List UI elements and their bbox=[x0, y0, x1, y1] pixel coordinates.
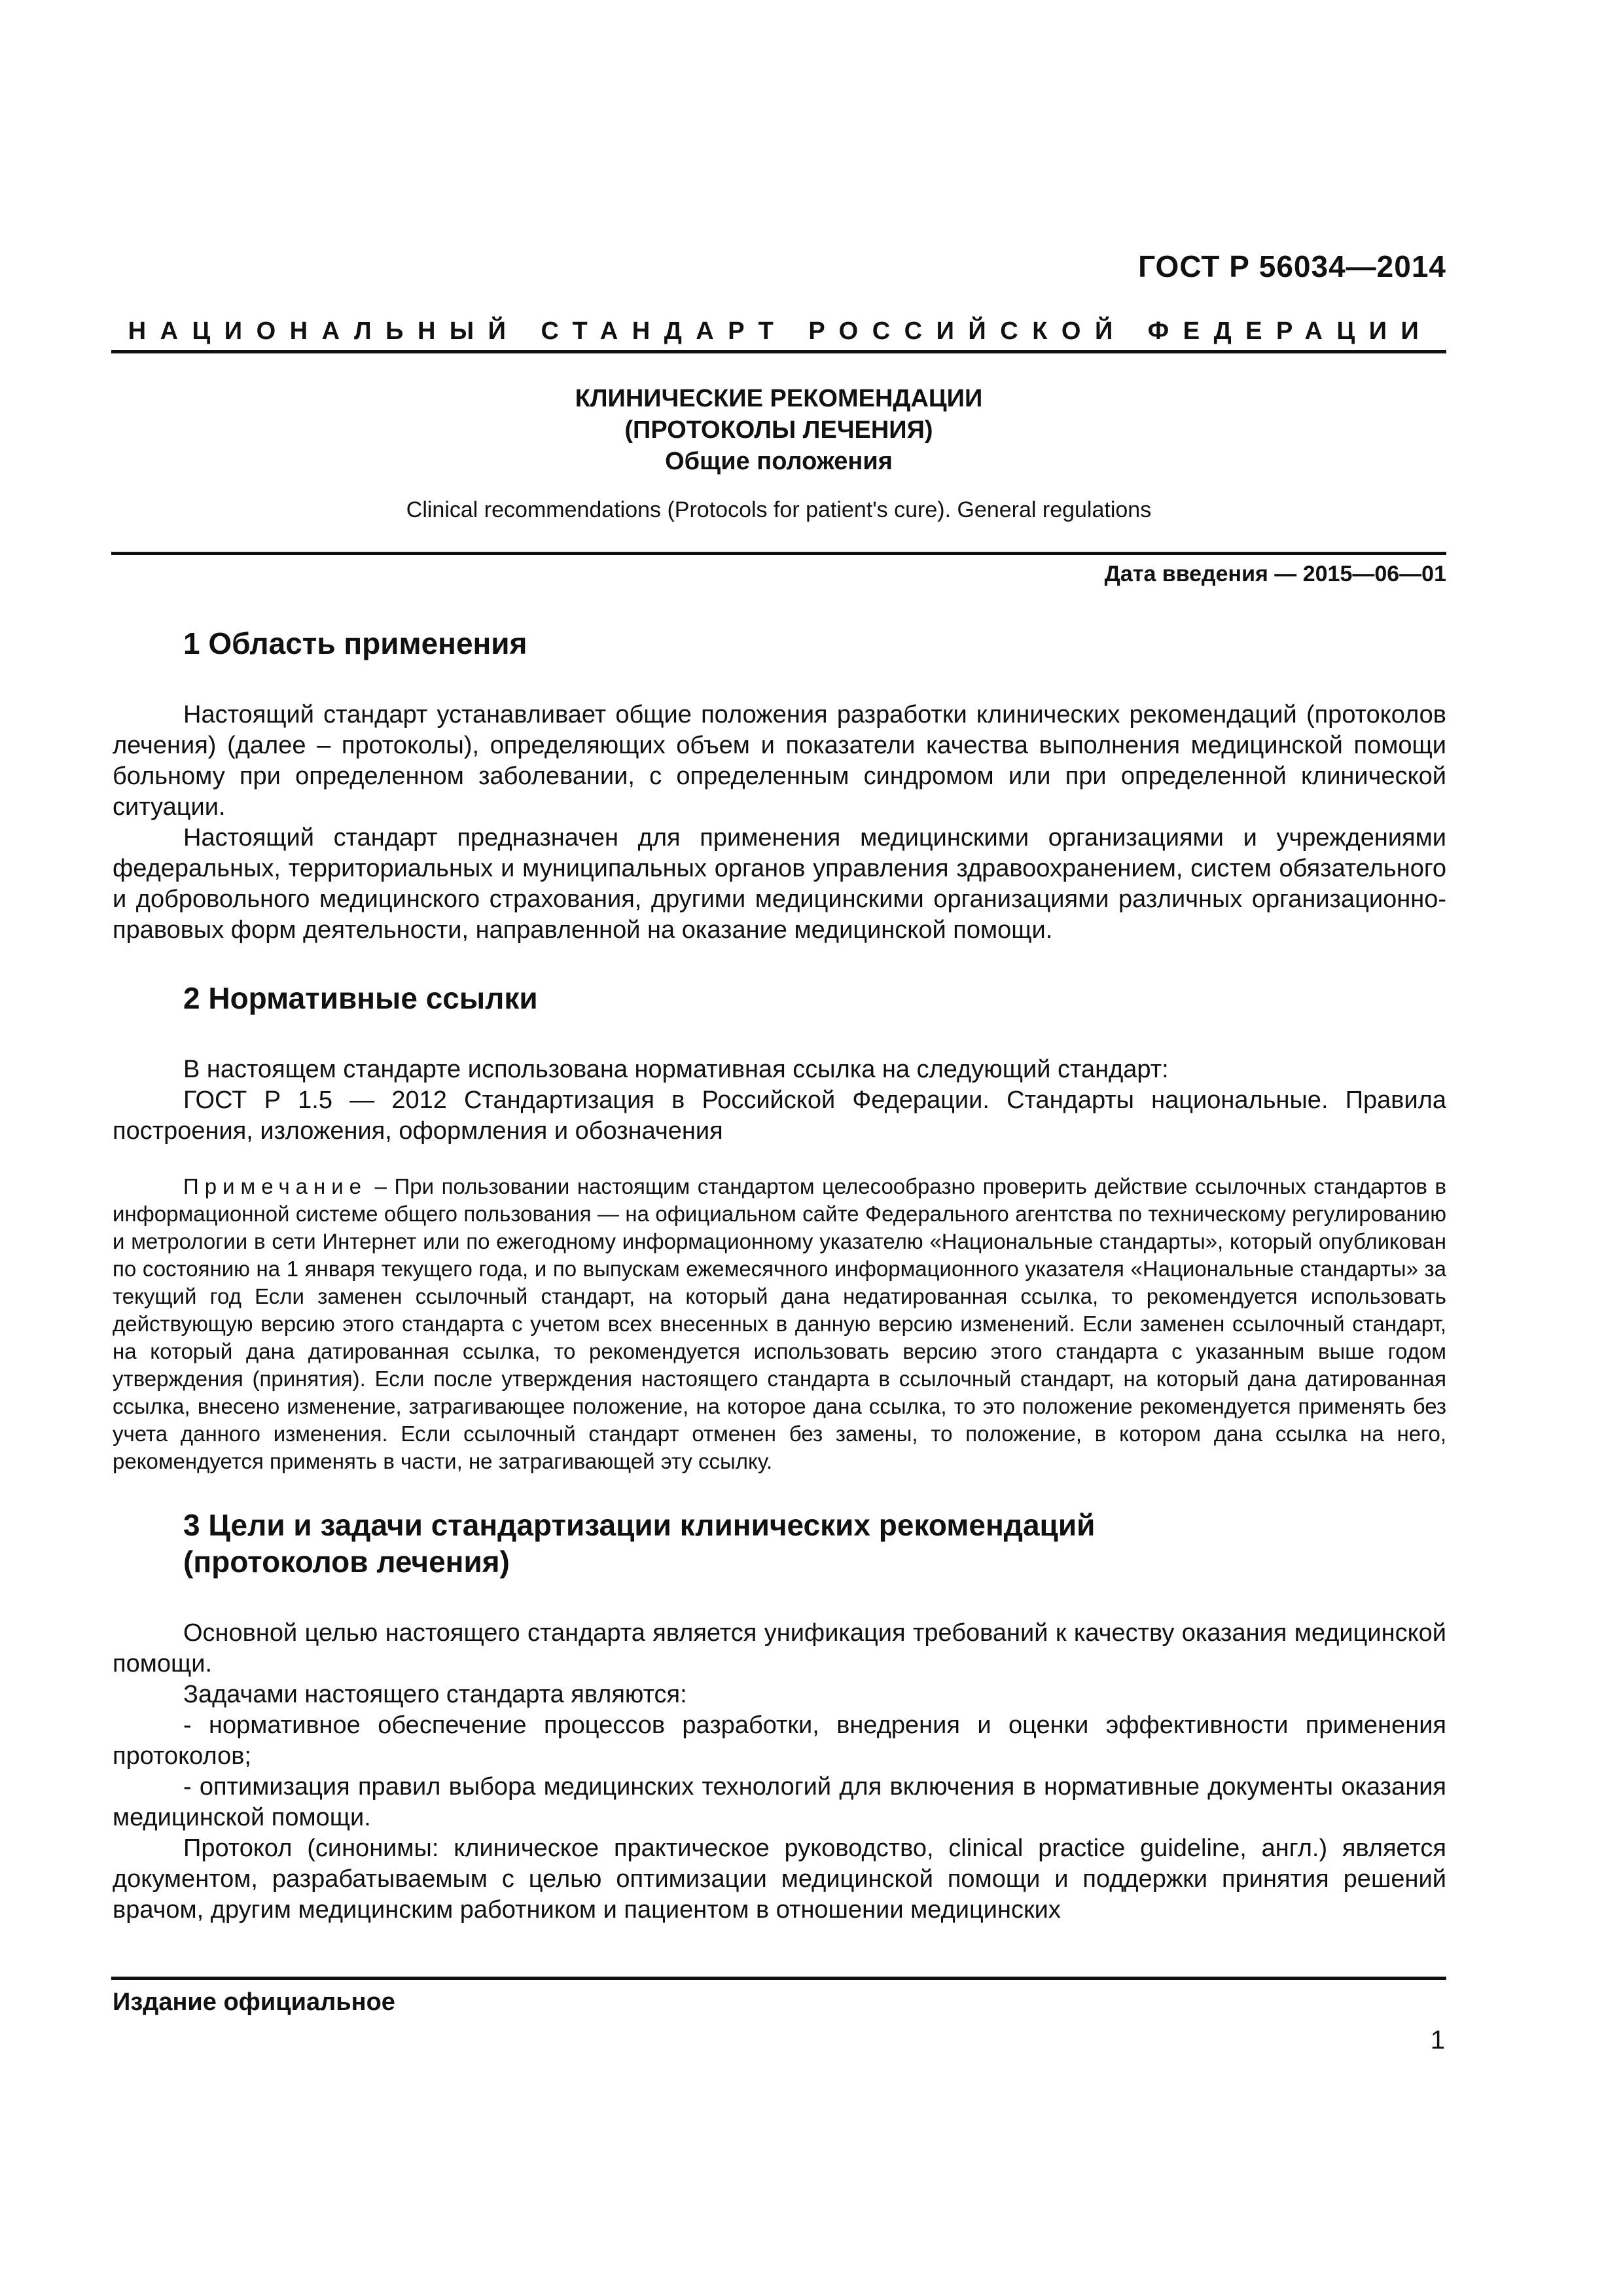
document-code: ГОСТ Р 56034—2014 bbox=[1138, 249, 1446, 283]
title-block bbox=[111, 383, 1446, 524]
introduction-date: Дата введения — 2015—06—01 bbox=[1104, 562, 1446, 586]
section-2-heading: 2 Нормативные ссылки bbox=[183, 981, 538, 1015]
section-3-heading-line-2: (протоколов лечения) bbox=[183, 1545, 510, 1579]
note-label: Примечание bbox=[183, 1174, 368, 1198]
english-title: Clinical recommendations (Protocols for patient's cure). General regulations bbox=[406, 497, 1152, 522]
section-3-list-item: - нормативное обеспечение процессов разработки, внедрения и оценки эффективности применения протоколов; bbox=[113, 1712, 1446, 1770]
title-line-2: (ПРОТОКОЛЫ ЛЕЧЕНИЯ) bbox=[624, 416, 933, 444]
national-standard-banner: НАЦИОНАЛЬНЫЙ СТАНДАРТ РОССИЙСКОЙ ФЕДЕРАЦИИ bbox=[128, 317, 1433, 345]
title-line-3: Общие положения bbox=[665, 448, 893, 475]
section-3-paragraph: Протокол (синонимы: клиническое практическое руководство, clinical practice guideline, англ.) является документом, разрабатываемым с целью оптимизации медицинской помощи и поддержки принятия решений врачом, другим медицинским работником и пациентом в отношении медицинских bbox=[113, 1835, 1446, 1924]
section-3-heading bbox=[183, 1507, 1446, 1580]
page-number: 1 bbox=[1430, 2026, 1445, 2054]
section-1-paragraph: Настоящий стандарт устанавливает общие положения разработки клинических рекомендаций (протоколов лечения) (далее – протоколы), определяющих объем и показатели качества выполнения медицинской помощи больному при определенном заболевании, с определенным синдромом или при определенной клинической ситуации. bbox=[113, 701, 1446, 821]
title-line-1: КЛИНИЧЕСКИЕ РЕКОМЕНДАЦИИ bbox=[575, 385, 983, 412]
title-divider bbox=[111, 552, 1446, 555]
note-text: – При пользовании настоящим стандартом целесообразно проверить действие ссылочных стандартов в информационной системе общего пользования — на официальном сайте Федерального агентства по техническому регулированию и метрологии в сети Интернет или по ежегодному информационному указателю «Национальные стандарты», который опубликован по состоянию на 1 января текущего года, и по выпускам ежемесячного информационного указателя «Национальные стандарты» за текущий год Если заменен ссылочный стандарт, на который дана недатированная ссылка, то рекомендуется использовать действующую версию этого стандарта с учетом всех внесенных в данную версию изменений. Если заменен ссылочный стандарт, на который дана датированная ссылка, то рекомендуется использовать версию этого стандарта с указанным выше годом утверждения (принятия). Если после утверждения настоящего стандарта в ссылочный стандарт, на который дана датированная ссылка, внесено изменение, затрагивающее положение, на которое дана ссылка, то это положение рекомендуется применять без учета данного изменения. Если ссылочный стандарт отменен без замены, то положение, в котором дана ссылка на него, рекомендуется применять в части, не затрагивающей эту ссылку. bbox=[113, 1174, 1446, 1473]
section-3-heading-line-1: 3 Цели и задачи стандартизации клинических рекомендаций bbox=[183, 1508, 1096, 1542]
section-3-list-item: - оптимизация правил выбора медицинских технологий для включения в нормативные документы оказания медицинской помощи. bbox=[113, 1773, 1446, 1831]
official-edition-label: Издание официальное bbox=[113, 1988, 395, 2016]
footer-divider bbox=[111, 1977, 1446, 1980]
section-1-heading: 1 Область применения bbox=[183, 626, 527, 660]
note-block bbox=[113, 1173, 1446, 1475]
section-3-paragraph: Основной целью настоящего стандарта является унификация требований к качеству оказания медицинской помощи. bbox=[113, 1619, 1446, 1677]
section-1-paragraph: Настоящий стандарт предназначен для применения медицинскими организациями и учреждениями федеральных, территориальных и муниципальных органов управления здравоохранением, систем обязательного и добровольного медицинского страхования, другими медицинскими организациями различных организационно-правовых форм деятельности, направленной на оказание медицинской помощи. bbox=[113, 824, 1446, 944]
document-body bbox=[113, 625, 1446, 1926]
section-3-paragraph: Задачами настоящего стандарта являются: bbox=[183, 1681, 687, 1708]
top-divider bbox=[111, 350, 1446, 353]
section-2-reference: ГОСТ Р 1.5 — 2012 Стандартизация в Российской Федерации. Стандарты национальные. Правила построения, изложения, оформления и обозначения bbox=[113, 1086, 1446, 1145]
section-2-paragraph: В настоящем стандарте использована нормативная ссылка на следующий стандарт: bbox=[183, 1056, 1169, 1083]
